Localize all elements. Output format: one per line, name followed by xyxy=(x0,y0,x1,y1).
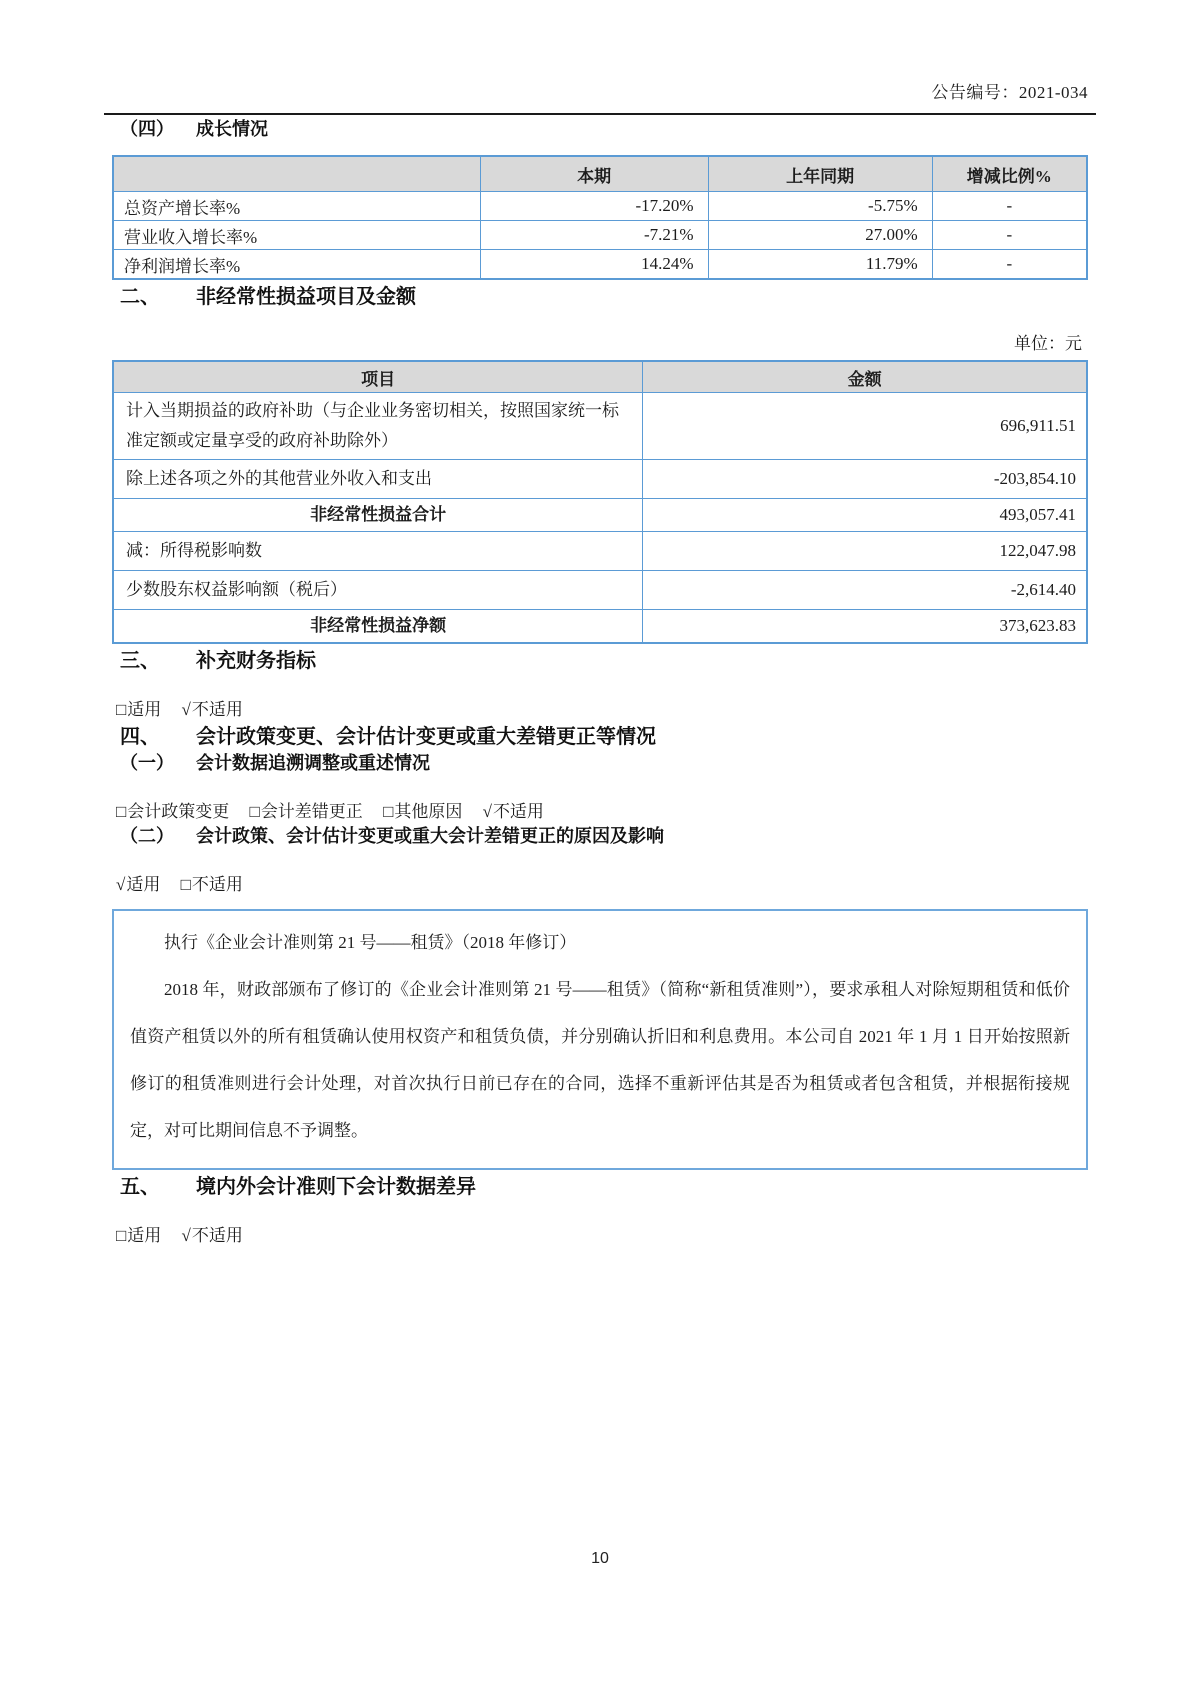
doc-number: 公告编号：2021-034 xyxy=(931,83,1088,102)
option-policy-change xyxy=(116,802,229,821)
row-label: 净利润增长率% xyxy=(113,250,480,280)
change-value: - xyxy=(932,250,1087,280)
section-number: 三、 xyxy=(120,650,160,672)
checkbox-empty-icon: □ xyxy=(116,700,127,719)
change-value: - xyxy=(932,221,1087,250)
table-header-row xyxy=(113,361,1087,393)
check-mark-icon: √ xyxy=(482,802,492,821)
check-mark-icon: √ xyxy=(116,875,126,894)
item-amount: 696,911.51 xyxy=(643,393,1087,460)
item-label: 计入当期损益的政府补助（与企业业务密切相关，按照国家统一标准定额或定量享受的政府补助除外） xyxy=(113,393,643,460)
table-row xyxy=(113,250,1087,280)
section-number: 二、 xyxy=(120,286,160,308)
item-amount: 373,623.83 xyxy=(643,610,1087,644)
table-row xyxy=(113,221,1087,250)
option-label: 其他原因 xyxy=(394,802,463,821)
item-amount: 493,057.41 xyxy=(643,499,1087,532)
option-label: 适用 xyxy=(127,700,162,719)
item-label: 减：所得税影响数 xyxy=(113,532,643,571)
section-title: 非经常性损益项目及金额 xyxy=(196,286,416,308)
nonrecurring-items-table xyxy=(112,360,1088,644)
option-label: 不适用 xyxy=(191,875,243,894)
column-header-blank xyxy=(113,156,480,192)
section-title: 会计政策变更、会计估计变更或重大差错更正等情况 xyxy=(196,726,656,748)
current-value: -7.21% xyxy=(480,221,708,250)
option-not-applicable xyxy=(182,700,243,719)
option-not-applicable xyxy=(181,875,243,894)
table-row xyxy=(113,571,1087,610)
item-label: 非经常性损益净额 xyxy=(113,610,643,644)
option-label: 不适用 xyxy=(191,1226,243,1245)
table-row xyxy=(113,532,1087,571)
section-number: 四、 xyxy=(120,726,160,748)
item-label: 除上述各项之外的其他营业外收入和支出 xyxy=(113,460,643,499)
section-heading-nonrecurring xyxy=(120,280,1088,309)
current-value: -17.20% xyxy=(480,192,708,221)
subsection-title: 会计数据追溯调整或重述情况 xyxy=(196,753,430,773)
unit-note: 单位：元 xyxy=(1014,334,1082,353)
option-applicable xyxy=(116,1226,161,1245)
option-label: 适用 xyxy=(127,1226,162,1245)
subsection-number: （二） xyxy=(120,826,174,846)
applicability-line-retrospective xyxy=(116,797,1088,822)
check-mark-icon: √ xyxy=(181,1226,191,1245)
table-row xyxy=(113,460,1087,499)
page-header xyxy=(104,78,1096,115)
checkbox-empty-icon: □ xyxy=(180,875,191,894)
option-label: 会计差错更正 xyxy=(260,802,363,821)
change-value: - xyxy=(932,192,1087,221)
row-label: 营业收入增长率% xyxy=(113,221,480,250)
section-number: 五、 xyxy=(120,1176,160,1198)
section-title: 成长情况 xyxy=(196,119,268,139)
item-amount: 122,047.98 xyxy=(643,532,1087,571)
applicability-line-supplementary xyxy=(116,695,1088,720)
subsection-heading-policy-reason xyxy=(120,822,1088,848)
item-amount: -203,854.10 xyxy=(643,460,1087,499)
growth-table xyxy=(112,155,1088,280)
item-label: 非经常性损益合计 xyxy=(113,499,643,532)
table-row xyxy=(113,393,1087,460)
section-heading-standards xyxy=(120,1170,1088,1199)
applicability-line-standards xyxy=(116,1221,1088,1246)
prior-value: 11.79% xyxy=(708,250,932,280)
policy-change-note-box xyxy=(112,909,1088,1170)
column-header-prior: 上年同期 xyxy=(708,156,932,192)
growth-section-heading xyxy=(120,115,1088,141)
table-row-total xyxy=(113,610,1087,644)
column-header-amount: 金额 xyxy=(643,361,1087,393)
option-label: 不适用 xyxy=(492,802,544,821)
prior-value: 27.00% xyxy=(708,221,932,250)
policy-note-paragraph: 2018 年，财政部颁布了修订的《企业会计准则第 21 号——租赁》（简称“新租赁准则”），要求承租人对除短期租赁和低价值资产租赁以外的所有租赁确认使用权资产和租赁负债，并分别确认折旧和利息费用。本公司自 2021 年 1 月 1 日开始按照新修订的租赁准则进行会计处理，对首次执行日前已存在的合同，选择不重新评估其是否为租赁或者包含租赁，并根据衔接规定，对可比期间信息不予调整。 xyxy=(130,980,1070,1140)
policy-note-title: 执行《企业会计准则第 21 号——租赁》（2018 年修订） xyxy=(164,933,577,952)
section-number: （四） xyxy=(120,119,174,139)
checkbox-empty-icon: □ xyxy=(116,802,127,821)
table-header-row xyxy=(113,156,1087,192)
applicability-line-policy-reason xyxy=(116,870,1088,895)
section-title: 补充财务指标 xyxy=(196,650,316,672)
column-header-current: 本期 xyxy=(480,156,708,192)
option-label: 适用 xyxy=(126,875,161,894)
prior-value: -5.75% xyxy=(708,192,932,221)
subsection-heading-retrospective xyxy=(120,749,1088,775)
page-number: 10 xyxy=(591,1550,609,1567)
option-not-applicable xyxy=(483,802,544,821)
option-not-applicable xyxy=(182,1226,243,1245)
row-label: 总资产增长率% xyxy=(113,192,480,221)
table-row-subtotal xyxy=(113,499,1087,532)
option-label: 会计政策变更 xyxy=(127,802,230,821)
subsection-number: （一） xyxy=(120,753,174,773)
section-title: 境内外会计准则下会计数据差异 xyxy=(196,1176,476,1198)
option-label: 不适用 xyxy=(191,700,243,719)
checkbox-empty-icon: □ xyxy=(116,1226,127,1245)
checkbox-empty-icon: □ xyxy=(249,802,260,821)
section-heading-supplementary xyxy=(120,644,1088,673)
item-amount: -2,614.40 xyxy=(643,571,1087,610)
section-heading-accounting xyxy=(120,720,1088,749)
option-applicable xyxy=(116,875,160,894)
column-header-item: 项目 xyxy=(113,361,643,393)
column-header-change: 增减比例% xyxy=(932,156,1087,192)
option-other-reason xyxy=(383,802,462,821)
check-mark-icon: √ xyxy=(181,700,191,719)
current-value: 14.24% xyxy=(480,250,708,280)
option-error-correction xyxy=(250,802,363,821)
checkbox-empty-icon: □ xyxy=(383,802,394,821)
subsection-title: 会计政策、会计估计变更或重大会计差错更正的原因及影响 xyxy=(196,826,664,846)
item-label: 少数股东权益影响额（税后） xyxy=(113,571,643,610)
option-applicable xyxy=(116,700,161,719)
table-row xyxy=(113,192,1087,221)
